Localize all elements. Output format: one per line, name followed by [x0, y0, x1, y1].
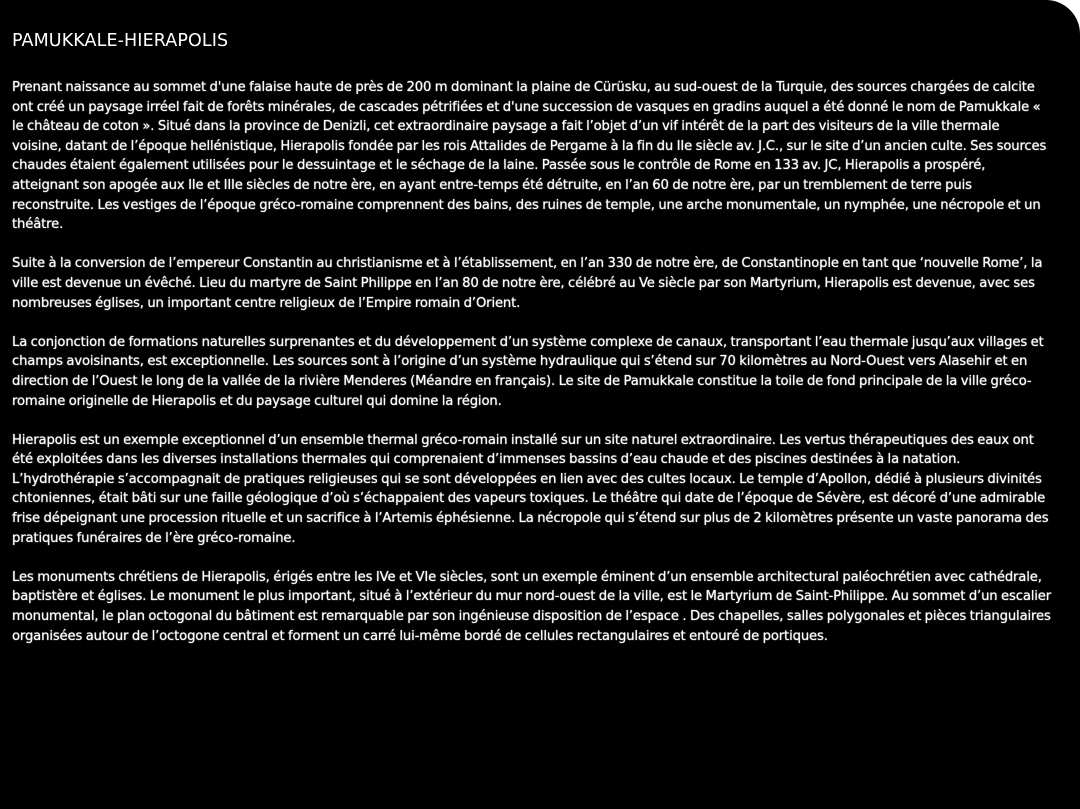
paragraph-5: Les monuments chrétiens de Hierapolis, érigés entre les IVe et VIe siècles, sont un exemple éminent d’un ensemble architectural paléochrétien avec cathédrale, baptistère et églises. Le monument le plus important, situé à l’extérieur du mur nord-ouest de la ville, est le Martyrium de Saint-Philippe. Au sommet d’un escalier monumental, le plan octogonal du bâtiment est remarquable par son ingénieuse disposition de l’espace . Des chapelles, salles polygonales et pièces triangulaires organisées autour de l’octogone central et forment un carré lui-même bordé de cellules rectangulaires et entouré de portiques.	[12, 569, 1052, 644]
paragraph-1: Prenant naissance au sommet d'une falaise haute de près de 200 m dominant la plaine de Cürüsku, au sud-ouest de la Turquie, des sources chargées de calcite ont créé un paysage irréel fait de forêts minérales, de cascades pétrifiées et d'une succession de vasques en gradins auquel a été donné le nom de Pamukkale « le château de coton ». Situé dans la province de Denizli, cet extraordinaire paysage a fait l’objet d’un vif intérêt de la part des visiteurs de la ville thermale voisine, datant de l’époque hellénistique, Hierapolis fondée par les rois Attalides de Pergame à la fin du IIe siècle av. J.C., sur le site d’un ancien culte. Ses sources chaudes étaient également utilisées pour le dessuintage et le séchage de la laine. Passée sous le contrôle de Rome en 133 av. JC, Hierapolis a prospéré, atteignant son apogée aux IIe et IIIe siècles de notre ère, en ayant entre-temps été détruite, en l’an 60 de notre ère, par un tremblement de terre puis reconstruite. Les vestiges de l’époque gréco-romaine comprennent des bains, des ruines de temple, une arche monumentale, un nymphée, une nécropole et un théâtre.	[12, 80, 1047, 233]
paragraph-4: Hierapolis est un exemple exceptionnel d’un ensemble thermal gréco-romain installé sur un site naturel extraordinaire. Les vertus thérapeutiques des eaux ont été exploitées dans les diverses installations thermales qui comprenaient d’immenses bassins d’eau chaude et des piscines destinées à la natation. L’hydrothérapie s’accompagnait de pratiques religieuses qui se sont développées en lien avec des cultes locaux. Le temple d’Apollon, dédié à plusieurs divinités chtoniennes, était bâti sur une faille géologique d’où s’échappaient des vapeurs toxiques. Le théâtre qui date de l’époque de Sévère, est décoré d’une admirable frise dépeignant une procession rituelle et un sacrifice à l’Artemis éphésienne. La nécropole qui s’étend sur plus de 2 kilomètres présente un vaste panorama des pratiques funéraires de l’ère gréco-romaine.	[12, 432, 1049, 546]
paragraph-3: La conjonction de formations naturelles surprenantes et du développement d’un système complexe de canaux, transportant l’eau thermale jusqu’aux villages et champs avoisinants, est exceptionnelle. Les sources sont à l’origine d’un système hydraulique qui s’étend sur 70 kilomètres au Nord-Ouest vers Alasehir et en direction de l’Ouest le long de la vallée de la rivière Menderes (Méandre en français). Le site de Pamukkale constitue la toile de fond principale de la ville gréco-romaine originelle de Hierapolis et du paysage culturel qui domine la région.	[12, 334, 1044, 409]
page-title: PAMUKKALE-HIERAPOLIS	[12, 31, 229, 51]
document-content	[12, 30, 1052, 666]
paragraph-2: Suite à la conversion de l’empereur Constantin au christianisme et à l’établissement, en l’an 330 de notre ère, de Constantinople en tant que ‘nouvelle Rome’, la ville est devenue un évêché. Lieu du martyre de Saint Philippe en l’an 80 de notre ère, célébré au Ve siècle par son Martyrium, Hierapolis est devenue, avec ses nombreuses églises, un important centre religieux de l’Empire romain d’Orient.	[12, 256, 1043, 311]
